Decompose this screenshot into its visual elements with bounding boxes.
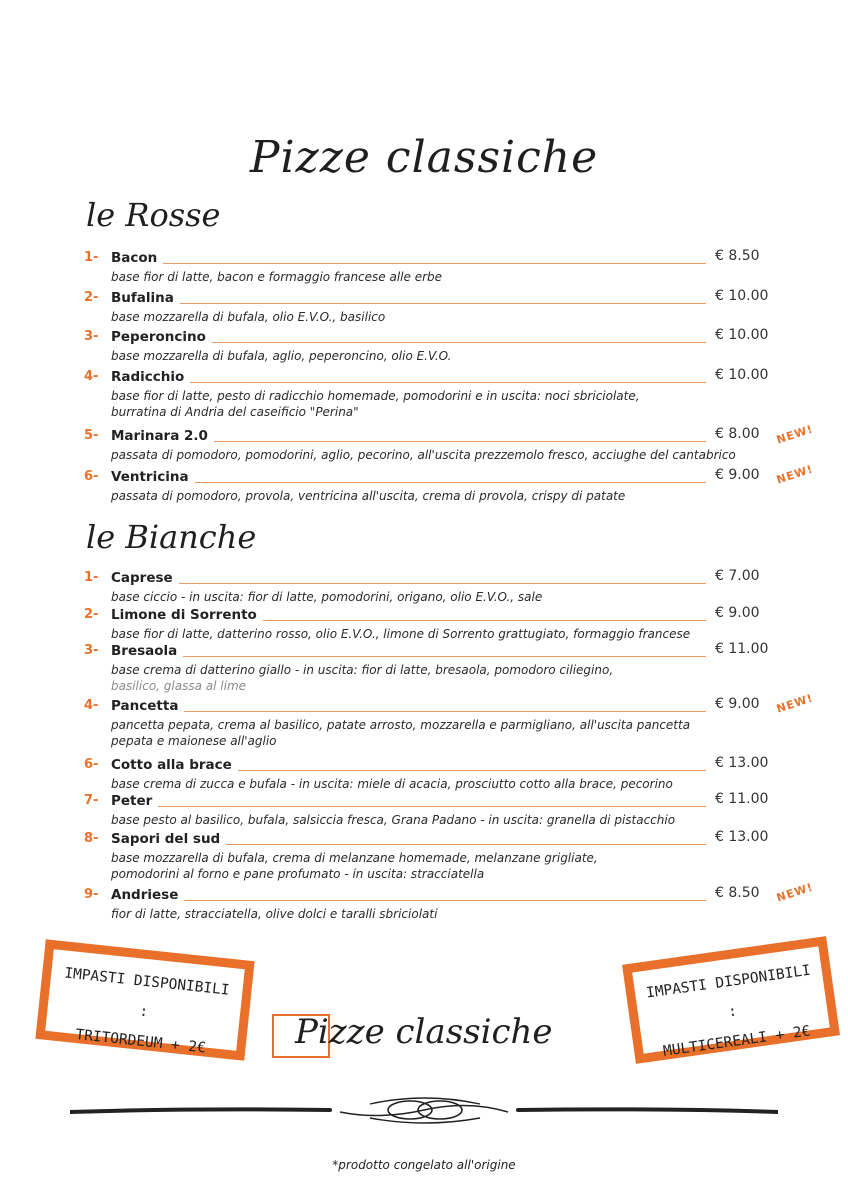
item-name: Caprese: [111, 570, 179, 586]
dotted-leader: [111, 482, 706, 483]
menu-item: [84, 698, 774, 750]
item-number: 5-: [84, 428, 99, 443]
item-price: € 9.00: [715, 605, 760, 621]
item-name: Sapori del sud: [111, 831, 226, 847]
item-number: 2-: [84, 607, 99, 622]
item-description: base pesto al basilico, bufala, salsiccia fresca, Grana Padano - in uscita: granella di pistacchio: [111, 813, 676, 827]
item-number: 2-: [84, 290, 99, 305]
item-number: 6-: [84, 757, 99, 772]
dotted-leader: [111, 583, 706, 584]
item-name: Peter: [111, 793, 158, 809]
dough-option-stamp-right: [622, 936, 840, 1064]
dotted-leader: [111, 303, 706, 304]
item-description-line2: pomodorini al forno e pane profumato - in uscita: stracciatella: [111, 867, 485, 881]
section-title-bianche: le Bianche: [86, 518, 257, 556]
item-name: Andriese: [111, 887, 184, 903]
item-description: passata di pomodoro, pomodorini, aglio, pecorino, all'uscita prezzemolo fresco, acciughe del cantabrico: [111, 448, 736, 462]
menu-item: [84, 757, 774, 793]
item-description: base fior di latte, datterino rosso, olio E.V.O., limone di Sorrento grattugiato, formaggio francese: [111, 627, 691, 641]
menu-item: [84, 887, 774, 923]
item-price: € 13.00: [715, 829, 769, 845]
item-name: Peperoncino: [111, 329, 212, 345]
item-name: Cotto alla brace: [111, 757, 238, 773]
menu-item: [84, 290, 774, 326]
item-name: Pancetta: [111, 698, 184, 714]
item-name: Bufalina: [111, 290, 180, 306]
item-name: Limone di Sorrento: [111, 607, 263, 623]
menu-item: [84, 607, 774, 643]
section-title-rosse: le Rosse: [86, 196, 221, 234]
item-price: € 10.00: [715, 367, 769, 383]
new-badge: NEW!: [774, 691, 815, 716]
item-price: € 7.00: [715, 568, 760, 584]
stamp-line: TRITORDEUM + 2€: [74, 1026, 207, 1057]
item-description: base mozzarella di bufala, olio E.V.O., basilico: [111, 310, 386, 324]
item-description: pancetta pepata, crema al basilico, patate arrosto, mozzarella e parmigliano, all'uscita pancetta: [111, 718, 691, 732]
menu-item: [84, 369, 774, 421]
dotted-leader: [111, 806, 706, 807]
bottom-logo-title: Pizze classiche: [295, 1012, 553, 1052]
new-badge: NEW!: [774, 462, 815, 487]
item-price: € 8.50: [715, 248, 760, 264]
item-description: base fior di latte, pesto di radicchio homemade, pomodorini e in uscita: noci sbriciolate,: [111, 389, 640, 403]
stamp-line: IMPASTI DISPONIBILI :: [645, 962, 812, 1021]
decorative-divider-ornament: [70, 1090, 778, 1130]
page-title: Pizze classiche: [249, 132, 599, 183]
item-description: base fior di latte, bacon e formaggio francese alle erbe: [111, 270, 443, 284]
item-description: base mozzarella di bufala, crema di melanzane homemade, melanzane grigliate,: [111, 851, 598, 865]
item-price: € 11.00: [715, 641, 769, 657]
dotted-leader: [111, 263, 706, 264]
menu-item: [84, 570, 774, 606]
item-price: € 11.00: [715, 791, 769, 807]
menu-item: [84, 329, 774, 365]
item-name: Marinara 2.0: [111, 428, 214, 444]
stamp-line: MULTICEREALI + 2€: [662, 1023, 812, 1060]
item-name: Ventricina: [111, 469, 195, 485]
item-number: 1-: [84, 570, 99, 585]
item-description: base crema di zucca e bufala - in uscita: miele di acacia, prosciutto cotto alla brace, pecorino: [111, 777, 673, 791]
item-price: € 9.00: [715, 696, 760, 712]
item-number: 8-: [84, 831, 99, 846]
new-badge: NEW!: [774, 422, 815, 447]
item-description: passata di pomodoro, provola, ventricina all'uscita, crema di provola, crispy di patate: [111, 489, 626, 503]
item-number: 1-: [84, 250, 99, 265]
item-price: € 8.00: [715, 426, 760, 442]
menu-item: [84, 831, 774, 883]
footnote: *prodotto congelato all'origine: [332, 1158, 516, 1172]
item-description-line2: burratina di Andria del caseificio "Perina": [111, 405, 359, 419]
menu-item: [84, 250, 774, 286]
item-number: 3-: [84, 643, 99, 658]
dough-option-stamp-left: [35, 939, 254, 1060]
item-description: base crema di datterino giallo - in uscita: fior di latte, bresaola, pomodoro ciliegino,: [111, 663, 614, 677]
item-number: 7-: [84, 793, 99, 808]
item-price: € 10.00: [715, 288, 769, 304]
menu-item: [84, 469, 774, 505]
item-price: € 9.00: [715, 467, 760, 483]
item-description: base mozzarella di bufala, aglio, peperoncino, olio E.V.O.: [111, 349, 452, 363]
item-name: Bresaola: [111, 643, 183, 659]
item-number: 6-: [84, 469, 99, 484]
item-number: 4-: [84, 698, 99, 713]
item-name: Bacon: [111, 250, 163, 266]
item-description: base ciccio - in uscita: fior di latte, pomodorini, origano, olio E.V.O., sale: [111, 590, 543, 604]
item-description-line2: pepata e maionese all'aglio: [111, 734, 277, 748]
item-number: 4-: [84, 369, 99, 384]
item-number: 3-: [84, 329, 99, 344]
item-price: € 8.50: [715, 885, 760, 901]
menu-item: [84, 428, 774, 464]
item-number: 9-: [84, 887, 99, 902]
new-badge: NEW!: [774, 880, 815, 905]
dotted-leader: [111, 900, 706, 901]
item-description: fior di latte, stracciatella, olive dolci e taralli sbriciolati: [111, 907, 438, 921]
dotted-leader: [111, 382, 706, 383]
menu-item: [84, 793, 774, 829]
menu-item: [84, 643, 774, 695]
dotted-leader: [111, 656, 706, 657]
item-price: € 10.00: [715, 327, 769, 343]
item-name: Radicchio: [111, 369, 190, 385]
stamp-line: IMPASTI DISPONIBILI :: [63, 965, 231, 1021]
dotted-leader: [111, 711, 706, 712]
item-price: € 13.00: [715, 755, 769, 771]
item-description-line2: basilico, glassa al lime: [111, 679, 247, 693]
